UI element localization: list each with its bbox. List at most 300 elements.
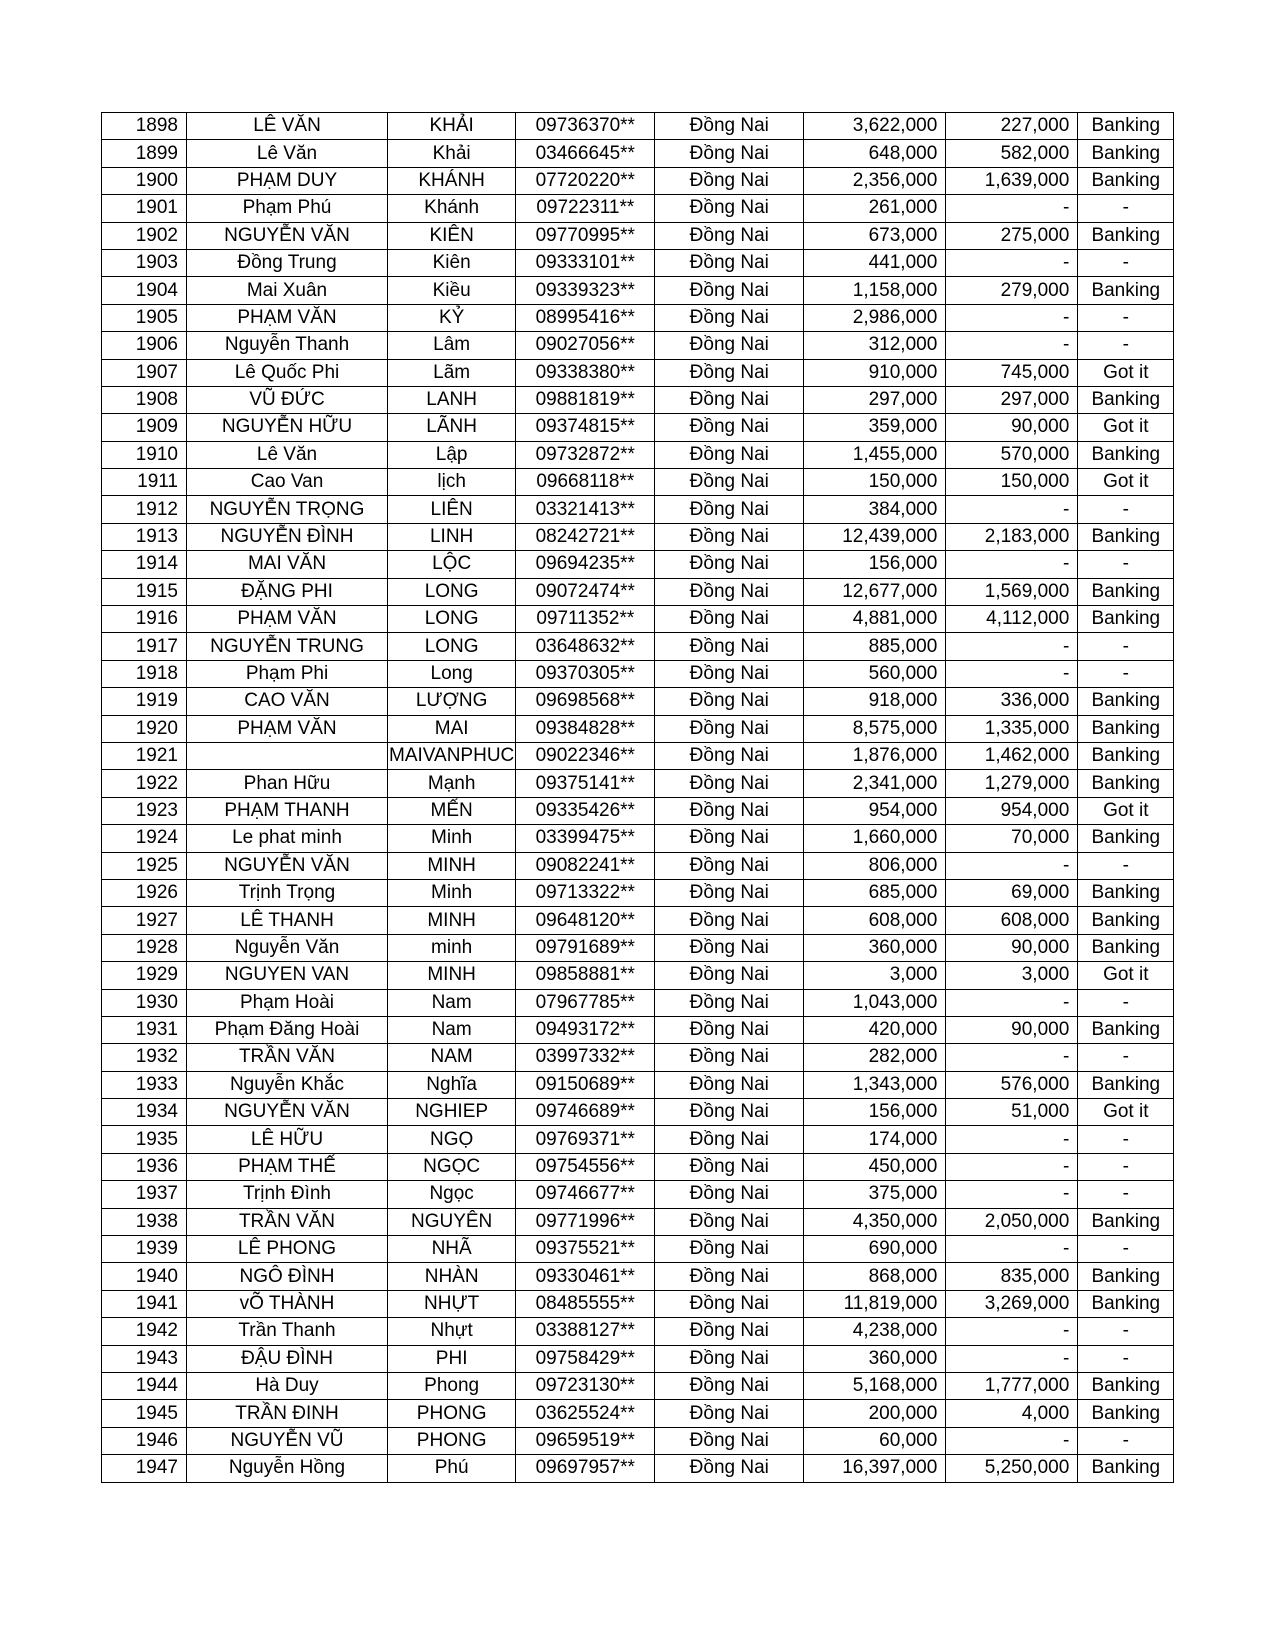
payment-method-cell: Banking [1078, 934, 1174, 961]
row-number-cell: 1899 [102, 140, 187, 167]
amount-paid-cell: 69,000 [946, 879, 1078, 906]
family-name-cell: TRẦN VĂN [187, 1208, 388, 1235]
table-row [102, 606, 1174, 633]
row-number-cell: 1938 [102, 1208, 187, 1235]
amount-total-cell: 12,677,000 [804, 578, 946, 605]
amount-total-cell: 1,343,000 [804, 1071, 946, 1098]
amount-total-cell: 441,000 [804, 249, 946, 276]
payment-method-cell: Banking [1078, 715, 1174, 742]
given-name-cell: KỶ [388, 304, 516, 331]
phone-cell: 09746689** [516, 1099, 655, 1126]
province-cell: Đồng Nai [655, 1318, 804, 1345]
table-row [102, 742, 1174, 769]
amount-paid-cell: - [946, 989, 1078, 1016]
phone-cell: 09384828** [516, 715, 655, 742]
table-row [102, 578, 1174, 605]
province-cell: Đồng Nai [655, 167, 804, 194]
family-name-cell: Mai Xuân [187, 277, 388, 304]
phone-cell: 09335426** [516, 797, 655, 824]
payment-method-cell: Banking [1078, 441, 1174, 468]
amount-total-cell: 360,000 [804, 934, 946, 961]
given-name-cell: NGỌC [388, 1153, 516, 1180]
row-number-cell: 1926 [102, 879, 187, 906]
family-name-cell: NGUYỄN VĂN [187, 1099, 388, 1126]
payment-method-cell: Got it [1078, 962, 1174, 989]
amount-paid-cell: 1,462,000 [946, 742, 1078, 769]
phone-cell: 09858881** [516, 962, 655, 989]
phone-cell: 09722311** [516, 195, 655, 222]
province-cell: Đồng Nai [655, 249, 804, 276]
given-name-cell: LÃNH [388, 414, 516, 441]
row-number-cell: 1925 [102, 852, 187, 879]
province-cell: Đồng Nai [655, 688, 804, 715]
family-name-cell: ĐẶNG PHI [187, 578, 388, 605]
table-row [102, 386, 1174, 413]
table-row [102, 962, 1174, 989]
table-row [102, 1318, 1174, 1345]
province-cell: Đồng Nai [655, 770, 804, 797]
family-name-cell: NGUYỄN TRUNG [187, 633, 388, 660]
province-cell: Đồng Nai [655, 797, 804, 824]
amount-paid-cell: 297,000 [946, 386, 1078, 413]
amount-paid-cell: - [946, 195, 1078, 222]
family-name-cell: Phạm Phú [187, 195, 388, 222]
family-name-cell: PHẠM VĂN [187, 606, 388, 633]
table-row [102, 1016, 1174, 1043]
amount-total-cell: 1,876,000 [804, 742, 946, 769]
family-name-cell: Trần Thanh [187, 1318, 388, 1345]
payment-method-cell: Banking [1078, 1372, 1174, 1399]
table-row [102, 1099, 1174, 1126]
amount-total-cell: 868,000 [804, 1263, 946, 1290]
amount-paid-cell: 3,000 [946, 962, 1078, 989]
payment-method-cell: Banking [1078, 523, 1174, 550]
row-number-cell: 1944 [102, 1372, 187, 1399]
table-row [102, 1290, 1174, 1317]
payment-method-cell: Banking [1078, 1016, 1174, 1043]
phone-cell: 09770995** [516, 222, 655, 249]
family-name-cell: NGUYỄN VĂN [187, 852, 388, 879]
amount-paid-cell: 570,000 [946, 441, 1078, 468]
amount-paid-cell: 1,777,000 [946, 1372, 1078, 1399]
amount-total-cell: 297,000 [804, 386, 946, 413]
province-cell: Đồng Nai [655, 277, 804, 304]
row-number-cell: 1922 [102, 770, 187, 797]
row-number-cell: 1928 [102, 934, 187, 961]
row-number-cell: 1904 [102, 277, 187, 304]
phone-cell: 09072474** [516, 578, 655, 605]
phone-cell: 08242721** [516, 523, 655, 550]
amount-paid-cell: - [946, 1236, 1078, 1263]
family-name-cell: Cao Van [187, 469, 388, 496]
given-name-cell: LANH [388, 386, 516, 413]
province-cell: Đồng Nai [655, 1126, 804, 1153]
row-number-cell: 1936 [102, 1153, 187, 1180]
amount-paid-cell: 90,000 [946, 414, 1078, 441]
row-number-cell: 1923 [102, 797, 187, 824]
amount-paid-cell: - [946, 660, 1078, 687]
amount-paid-cell: 608,000 [946, 907, 1078, 934]
table-row [102, 222, 1174, 249]
given-name-cell: NHÃ [388, 1236, 516, 1263]
amount-total-cell: 156,000 [804, 1099, 946, 1126]
table-row [102, 469, 1174, 496]
row-number-cell: 1933 [102, 1071, 187, 1098]
province-cell: Đồng Nai [655, 1427, 804, 1454]
table-row [102, 1236, 1174, 1263]
given-name-cell: LINH [388, 523, 516, 550]
table-row [102, 277, 1174, 304]
amount-total-cell: 2,341,000 [804, 770, 946, 797]
family-name-cell: Le phat minh [187, 825, 388, 852]
given-name-cell: Nghĩa [388, 1071, 516, 1098]
family-name-cell: PHẠM THANH [187, 797, 388, 824]
phone-cell: 09711352** [516, 606, 655, 633]
family-name-cell: Phạm Hoài [187, 989, 388, 1016]
amount-paid-cell: 70,000 [946, 825, 1078, 852]
amount-total-cell: 174,000 [804, 1126, 946, 1153]
phone-cell: 03321413** [516, 496, 655, 523]
amount-paid-cell: - [946, 852, 1078, 879]
given-name-cell: Nam [388, 1016, 516, 1043]
given-name-cell: MINH [388, 907, 516, 934]
province-cell: Đồng Nai [655, 852, 804, 879]
province-cell: Đồng Nai [655, 1153, 804, 1180]
province-cell: Đồng Nai [655, 1290, 804, 1317]
amount-paid-cell: 336,000 [946, 688, 1078, 715]
amount-total-cell: 450,000 [804, 1153, 946, 1180]
province-cell: Đồng Nai [655, 962, 804, 989]
given-name-cell: NHÀN [388, 1263, 516, 1290]
row-number-cell: 1931 [102, 1016, 187, 1043]
amount-paid-cell: 51,000 [946, 1099, 1078, 1126]
payment-method-cell: Banking [1078, 879, 1174, 906]
amount-total-cell: 375,000 [804, 1181, 946, 1208]
table-row [102, 113, 1174, 140]
payment-method-cell: Banking [1078, 113, 1174, 140]
payment-method-cell: Banking [1078, 140, 1174, 167]
given-name-cell: Kiên [388, 249, 516, 276]
amount-total-cell: 200,000 [804, 1400, 946, 1427]
family-name-cell: Nguyễn Khắc [187, 1071, 388, 1098]
given-name-cell: LIÊN [388, 496, 516, 523]
payment-method-cell: Banking [1078, 770, 1174, 797]
amount-paid-cell: - [946, 551, 1078, 578]
family-name-cell: NGUYỄN HỮU [187, 414, 388, 441]
family-name-cell: Trịnh Đình [187, 1181, 388, 1208]
table-row [102, 1153, 1174, 1180]
table-row [102, 304, 1174, 331]
payment-method-cell: Got it [1078, 797, 1174, 824]
province-cell: Đồng Nai [655, 1099, 804, 1126]
given-name-cell: Long [388, 660, 516, 687]
payment-method-cell: Banking [1078, 688, 1174, 715]
family-name-cell: Lê Quốc Phi [187, 359, 388, 386]
family-name-cell: LÊ THANH [187, 907, 388, 934]
row-number-cell: 1947 [102, 1455, 187, 1482]
payment-method-cell: - [1078, 1153, 1174, 1180]
amount-total-cell: 3,622,000 [804, 113, 946, 140]
family-name-cell: Trịnh Trọng [187, 879, 388, 906]
province-cell: Đồng Nai [655, 907, 804, 934]
phone-cell: 09150689** [516, 1071, 655, 1098]
phone-cell: 09375521** [516, 1236, 655, 1263]
province-cell: Đồng Nai [655, 496, 804, 523]
given-name-cell: Mạnh [388, 770, 516, 797]
row-number-cell: 1911 [102, 469, 187, 496]
province-cell: Đồng Nai [655, 1016, 804, 1043]
province-cell: Đồng Nai [655, 1372, 804, 1399]
payment-method-cell: Banking [1078, 1263, 1174, 1290]
amount-total-cell: 885,000 [804, 633, 946, 660]
amount-total-cell: 150,000 [804, 469, 946, 496]
amount-paid-cell: 745,000 [946, 359, 1078, 386]
row-number-cell: 1910 [102, 441, 187, 468]
amount-total-cell: 1,455,000 [804, 441, 946, 468]
family-name-cell: Lê Văn [187, 140, 388, 167]
family-name-cell: LÊ HỮU [187, 1126, 388, 1153]
phone-cell: 09374815** [516, 414, 655, 441]
province-cell: Đồng Nai [655, 1400, 804, 1427]
phone-cell: 03648632** [516, 633, 655, 660]
phone-cell: 09713322** [516, 879, 655, 906]
payment-method-cell: Banking [1078, 386, 1174, 413]
payment-method-cell: Banking [1078, 742, 1174, 769]
payment-method-cell: - [1078, 332, 1174, 359]
table-row [102, 660, 1174, 687]
family-name-cell: NGUYỄN VŨ [187, 1427, 388, 1454]
amount-total-cell: 282,000 [804, 1044, 946, 1071]
province-cell: Đồng Nai [655, 551, 804, 578]
given-name-cell: lịch [388, 469, 516, 496]
table-row [102, 195, 1174, 222]
family-name-cell: Lê Văn [187, 441, 388, 468]
amount-paid-cell: - [946, 1126, 1078, 1153]
given-name-cell: NGUYÊN [388, 1208, 516, 1235]
amount-paid-cell: 3,269,000 [946, 1290, 1078, 1317]
amount-paid-cell: 227,000 [946, 113, 1078, 140]
given-name-cell: LONG [388, 578, 516, 605]
row-number-cell: 1912 [102, 496, 187, 523]
amount-total-cell: 648,000 [804, 140, 946, 167]
amount-paid-cell: - [946, 1181, 1078, 1208]
payment-method-cell: - [1078, 551, 1174, 578]
given-name-cell: KIÊN [388, 222, 516, 249]
family-name-cell: vÕ THÀNH [187, 1290, 388, 1317]
table-row [102, 1427, 1174, 1454]
amount-total-cell: 1,660,000 [804, 825, 946, 852]
amount-paid-cell: - [946, 1153, 1078, 1180]
table-row [102, 1400, 1174, 1427]
amount-total-cell: 312,000 [804, 332, 946, 359]
amount-total-cell: 360,000 [804, 1345, 946, 1372]
province-cell: Đồng Nai [655, 1236, 804, 1263]
amount-total-cell: 4,350,000 [804, 1208, 946, 1235]
phone-cell: 03399475** [516, 825, 655, 852]
family-name-cell: PHẠM DUY [187, 167, 388, 194]
payment-method-cell: - [1078, 1181, 1174, 1208]
province-cell: Đồng Nai [655, 989, 804, 1016]
row-number-cell: 1924 [102, 825, 187, 852]
table-row [102, 1372, 1174, 1399]
table-row [102, 167, 1174, 194]
province-cell: Đồng Nai [655, 332, 804, 359]
amount-paid-cell: - [946, 496, 1078, 523]
phone-cell: 09697957** [516, 1455, 655, 1482]
payment-method-cell: Got it [1078, 469, 1174, 496]
amount-total-cell: 560,000 [804, 660, 946, 687]
province-cell: Đồng Nai [655, 825, 804, 852]
payment-method-cell: Banking [1078, 1290, 1174, 1317]
amount-paid-cell: 576,000 [946, 1071, 1078, 1098]
table-row [102, 249, 1174, 276]
row-number-cell: 1941 [102, 1290, 187, 1317]
province-cell: Đồng Nai [655, 606, 804, 633]
payment-method-cell: Banking [1078, 277, 1174, 304]
amount-paid-cell: 2,050,000 [946, 1208, 1078, 1235]
table-row [102, 688, 1174, 715]
given-name-cell: PHI [388, 1345, 516, 1372]
family-name-cell: LÊ VĂN [187, 113, 388, 140]
payment-method-cell: - [1078, 1126, 1174, 1153]
phone-cell: 09648120** [516, 907, 655, 934]
family-name-cell: NGUYỄN ĐÌNH [187, 523, 388, 550]
payment-method-cell: Banking [1078, 606, 1174, 633]
phone-cell: 03997332** [516, 1044, 655, 1071]
family-name-cell: ĐẬU ĐÌNH [187, 1345, 388, 1372]
payment-method-cell: - [1078, 1236, 1174, 1263]
given-name-cell: PHONG [388, 1427, 516, 1454]
amount-total-cell: 2,356,000 [804, 167, 946, 194]
family-name-cell: LÊ PHONG [187, 1236, 388, 1263]
payment-method-cell: - [1078, 660, 1174, 687]
phone-cell: 09754556** [516, 1153, 655, 1180]
table-row [102, 879, 1174, 906]
row-number-cell: 1935 [102, 1126, 187, 1153]
family-name-cell: TRẦN VĂN [187, 1044, 388, 1071]
given-name-cell: Nhựt [388, 1318, 516, 1345]
payment-method-cell: - [1078, 1044, 1174, 1071]
family-name-cell: Nguyễn Thanh [187, 332, 388, 359]
given-name-cell: Minh [388, 879, 516, 906]
amount-paid-cell: 4,000 [946, 1400, 1078, 1427]
province-cell: Đồng Nai [655, 304, 804, 331]
given-name-cell: Nam [388, 989, 516, 1016]
amount-paid-cell: 279,000 [946, 277, 1078, 304]
table-row [102, 633, 1174, 660]
province-cell: Đồng Nai [655, 1071, 804, 1098]
table-row [102, 1044, 1174, 1071]
row-number-cell: 1934 [102, 1099, 187, 1126]
family-name-cell: MAI VĂN [187, 551, 388, 578]
given-name-cell: minh [388, 934, 516, 961]
amount-total-cell: 11,819,000 [804, 1290, 946, 1317]
province-cell: Đồng Nai [655, 441, 804, 468]
family-name-cell: Nguyễn Hồng [187, 1455, 388, 1482]
phone-cell: 09338380** [516, 359, 655, 386]
province-cell: Đồng Nai [655, 1345, 804, 1372]
row-number-cell: 1945 [102, 1400, 187, 1427]
amount-paid-cell: - [946, 332, 1078, 359]
table-row [102, 715, 1174, 742]
given-name-cell: Khánh [388, 195, 516, 222]
province-cell: Đồng Nai [655, 1455, 804, 1482]
table-row [102, 1345, 1174, 1372]
row-number-cell: 1932 [102, 1044, 187, 1071]
amount-total-cell: 690,000 [804, 1236, 946, 1263]
amount-paid-cell: 90,000 [946, 934, 1078, 961]
row-number-cell: 1916 [102, 606, 187, 633]
table-row [102, 907, 1174, 934]
family-name-cell: Đồng Trung [187, 249, 388, 276]
amount-total-cell: 3,000 [804, 962, 946, 989]
row-number-cell: 1946 [102, 1427, 187, 1454]
amount-total-cell: 384,000 [804, 496, 946, 523]
province-cell: Đồng Nai [655, 742, 804, 769]
amount-paid-cell: 835,000 [946, 1263, 1078, 1290]
given-name-cell: NGỌ [388, 1126, 516, 1153]
amount-total-cell: 8,575,000 [804, 715, 946, 742]
province-cell: Đồng Nai [655, 140, 804, 167]
given-name-cell: MINH [388, 962, 516, 989]
family-name-cell: Hà Duy [187, 1372, 388, 1399]
row-number-cell: 1918 [102, 660, 187, 687]
phone-cell: 09758429** [516, 1345, 655, 1372]
amount-total-cell: 2,986,000 [804, 304, 946, 331]
payment-method-cell: - [1078, 249, 1174, 276]
family-name-cell: NGUYEN VAN [187, 962, 388, 989]
row-number-cell: 1929 [102, 962, 187, 989]
row-number-cell: 1905 [102, 304, 187, 331]
payment-method-cell: Banking [1078, 907, 1174, 934]
amount-total-cell: 918,000 [804, 688, 946, 715]
given-name-cell: MAIVANPHUC [388, 742, 516, 769]
table-row [102, 551, 1174, 578]
given-name-cell: NGHIEP [388, 1099, 516, 1126]
table-row [102, 496, 1174, 523]
phone-cell: 09746677** [516, 1181, 655, 1208]
phone-cell: 09723130** [516, 1372, 655, 1399]
table-row [102, 989, 1174, 1016]
table-row [102, 359, 1174, 386]
table-row [102, 140, 1174, 167]
family-name-cell: CAO VĂN [187, 688, 388, 715]
row-number-cell: 1942 [102, 1318, 187, 1345]
table-row [102, 523, 1174, 550]
amount-total-cell: 954,000 [804, 797, 946, 824]
payment-method-cell: - [1078, 496, 1174, 523]
given-name-cell: LỘC [388, 551, 516, 578]
payment-method-cell: - [1078, 1345, 1174, 1372]
phone-cell: 09370305** [516, 660, 655, 687]
amount-total-cell: 156,000 [804, 551, 946, 578]
phone-cell: 08485555** [516, 1290, 655, 1317]
row-number-cell: 1921 [102, 742, 187, 769]
payment-method-cell: - [1078, 633, 1174, 660]
amount-total-cell: 12,439,000 [804, 523, 946, 550]
province-cell: Đồng Nai [655, 469, 804, 496]
row-number-cell: 1902 [102, 222, 187, 249]
province-cell: Đồng Nai [655, 934, 804, 961]
row-number-cell: 1908 [102, 386, 187, 413]
amount-total-cell: 608,000 [804, 907, 946, 934]
amount-total-cell: 4,881,000 [804, 606, 946, 633]
phone-cell: 09375141** [516, 770, 655, 797]
province-cell: Đồng Nai [655, 386, 804, 413]
table-row [102, 1208, 1174, 1235]
row-number-cell: 1927 [102, 907, 187, 934]
province-cell: Đồng Nai [655, 879, 804, 906]
